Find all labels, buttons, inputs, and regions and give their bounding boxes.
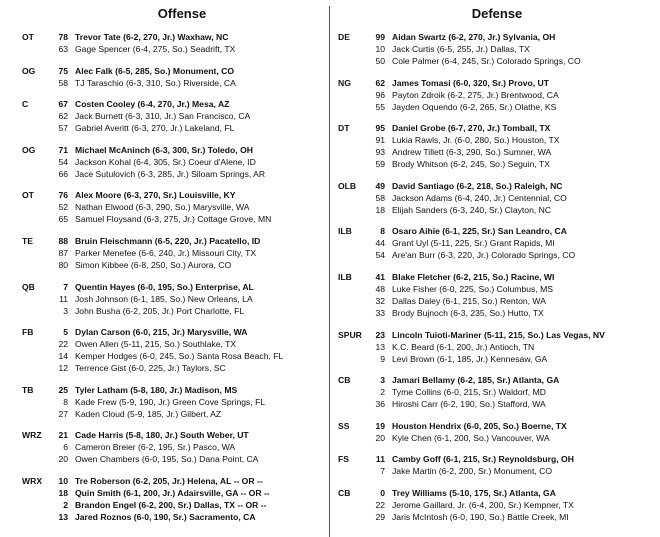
player-row [22, 235, 320, 247]
player-info: Aidan Swartz (6-2, 270, Jr.) Sylvania, OH [392, 32, 556, 42]
player-info: Osaro Aihie (6-1, 225, Sr.) San Leandro, CA [392, 226, 567, 237]
position-label [22, 396, 51, 408]
position-group [338, 31, 656, 67]
jersey-number: 19 [375, 420, 385, 431]
jersey-number: 22 [375, 499, 385, 510]
player-row [338, 122, 656, 134]
player-row [22, 122, 320, 134]
player-row [338, 353, 656, 365]
position-label [22, 168, 51, 180]
jersey-number: 5 [63, 327, 68, 338]
player-row [22, 144, 320, 156]
jersey-number: 62 [58, 111, 68, 122]
position-label [338, 465, 368, 477]
player-row [338, 158, 656, 170]
player-info: Camby Goff (6-1, 215, Sr.) Reynoldsburg, OH [392, 454, 574, 465]
player-row [338, 249, 656, 261]
player-row [338, 432, 656, 444]
player-info: Owen Chambers (6-0, 195, So.) Dana Point, CA [75, 454, 259, 465]
player-row [338, 77, 656, 89]
jersey-number: 29 [375, 511, 385, 522]
jersey-number: 78 [58, 32, 68, 42]
jersey-number: 67 [58, 99, 68, 110]
player-row [22, 98, 320, 110]
player-info: Tyler Latham (5-8, 180, Jr.) Madison, MS [75, 384, 238, 395]
position-label [338, 307, 368, 319]
position-label [22, 453, 51, 465]
player-info: Jerome Gaillard, Jr. (6-4, 200, Sr.) Kempner, TX [392, 499, 574, 510]
player-row [338, 237, 656, 249]
player-info: Jace Sutulovich (6-3, 285, Jr.) Siloam Springs, AR [75, 168, 266, 179]
player-row [338, 453, 656, 465]
position-group [22, 98, 320, 134]
position-label [22, 350, 51, 362]
position-label [22, 110, 51, 122]
position-label: OT [22, 32, 34, 42]
jersey-number: 75 [58, 65, 68, 76]
jersey-number: 52 [58, 202, 68, 213]
player-info: Luke Fisher (6-0, 225, So.) Columbus, MS [392, 283, 553, 294]
defense-column [338, 0, 656, 533]
jersey-number: 63 [58, 44, 68, 54]
jersey-number: 93 [375, 147, 385, 158]
player-info: Cameron Breier (6-2, 195, Sr.) Pasco, WA [75, 442, 236, 453]
position-label: SS [338, 420, 350, 431]
player-info: Jack Curtis (6-5, 255, Jr.) Dallas, TX [392, 44, 530, 54]
jersey-number: 10 [375, 44, 385, 54]
player-row [22, 189, 320, 201]
jersey-number: 44 [375, 238, 385, 249]
position-label [22, 247, 51, 259]
player-row [338, 55, 656, 67]
player-info: Jack Burnett (6-3, 310, Jr.) San Francisco, CA [75, 111, 251, 122]
position-label: FB [22, 327, 34, 338]
player-info: James Tomasi (6-0, 320, Sr.) Provo, UT [392, 77, 549, 88]
player-info: Cole Palmer (6-4, 245, Sr.) Colorado Springs, CO [392, 56, 581, 66]
position-label [338, 283, 368, 295]
player-row [338, 271, 656, 283]
player-info: Parker Menefee (6-6, 240, Jr.) Missouri City, TX [75, 247, 257, 258]
player-info: Alex Moore (6-3, 270, Sr.) Louisville, KY [75, 190, 236, 201]
jersey-number: 3 [380, 375, 385, 386]
position-label [22, 213, 51, 225]
player-info: TJ Taraschio (6-3, 310, So.) Riverside, CA [75, 77, 236, 88]
position-label [338, 511, 368, 523]
jersey-number: 13 [58, 511, 68, 522]
jersey-number: 11 [59, 293, 68, 304]
player-row [338, 499, 656, 511]
jersey-number: 8 [380, 226, 385, 237]
position-label [338, 204, 368, 216]
player-info: Quin Smith (6-1, 200, Jr.) Adairsville, GA -- OR -- [75, 487, 270, 498]
position-label [338, 249, 368, 261]
player-info: Brandon Engel (6-2, 200, Sr.) Dallas, TX -- OR -- [75, 499, 267, 510]
player-info: Payton Zdroik (6-2, 275, Jr.) Brentwood, CA [392, 89, 559, 100]
position-group [338, 180, 656, 216]
jersey-number: 14 [58, 351, 68, 362]
position-label [22, 259, 51, 271]
position-label [22, 338, 51, 350]
player-info: Levi Brown (6-1, 185, Jr.) Kennesaw, GA [392, 353, 548, 364]
position-group [338, 487, 656, 523]
jersey-number: 71 [58, 144, 68, 155]
position-label: CB [338, 375, 351, 386]
jersey-number: 76 [58, 190, 68, 201]
jersey-number: 33 [375, 307, 385, 318]
jersey-number: 20 [375, 432, 385, 443]
jersey-number: 96 [375, 89, 385, 100]
player-info: Kyle Chen (6-1, 200, So.) Vancouver, WA [392, 432, 550, 443]
player-row [22, 43, 320, 55]
player-info: Michael McAninch (6-3, 300, Sr.) Toledo, OH [75, 144, 253, 155]
jersey-number: 50 [375, 56, 385, 66]
player-row [338, 134, 656, 146]
player-row [338, 295, 656, 307]
jersey-number: 99 [375, 32, 385, 42]
position-label: ILB [338, 271, 352, 282]
jersey-number: 12 [58, 363, 68, 374]
position-label [338, 43, 368, 55]
position-label [22, 499, 51, 511]
player-row [22, 350, 320, 362]
jersey-number: 91 [375, 135, 385, 146]
player-row [338, 386, 656, 398]
player-info: Dylan Carson (6-0, 215, Jr.) Marysville, WA [75, 327, 248, 338]
jersey-number: 7 [380, 466, 385, 477]
jersey-number: 20 [58, 454, 68, 465]
defense-heading: Defense [471, 6, 523, 21]
player-info: Owen Allen (5-11, 215, So.) Southlake, TX [75, 339, 237, 350]
jersey-number: 13 [375, 341, 385, 352]
player-info: Trevor Tate (6-2, 270, Jr.) Waxhaw, NC [75, 32, 229, 42]
position-label [338, 101, 368, 113]
position-group [22, 281, 320, 317]
player-info: Hiroshi Carr (6-2, 190, So.) Stafford, WA [392, 399, 546, 410]
player-row [22, 396, 320, 408]
position-label: CB [338, 487, 351, 498]
jersey-number: 0 [380, 487, 385, 498]
player-info: Jaris McIntosh (6-0, 190, So.) Battle Creek, MI [392, 511, 569, 522]
player-row [22, 408, 320, 420]
player-info: K.C. Beard (6-1, 200, Jr.) Antioch, TN [392, 341, 535, 352]
player-row [22, 281, 320, 293]
player-row [22, 31, 320, 43]
jersey-number: 32 [375, 295, 385, 306]
player-row [22, 156, 320, 168]
player-info: Terrence Gist (6-0, 225, Jr.) Taylors, SC [75, 363, 226, 374]
player-row [22, 326, 320, 338]
jersey-number: 36 [375, 399, 385, 410]
jersey-number: 7 [63, 281, 68, 292]
position-label [338, 134, 368, 146]
jersey-number: 58 [375, 192, 385, 203]
jersey-number: 18 [58, 487, 68, 498]
position-label: SPUR [338, 329, 362, 340]
player-row [338, 374, 656, 386]
position-group [22, 384, 320, 420]
position-label: OG [22, 65, 36, 76]
position-group [22, 65, 320, 89]
player-info: David Santiago (6-2, 218, So.) Raleigh, NC [392, 180, 563, 191]
offense-column [22, 0, 320, 533]
player-row [22, 511, 320, 523]
player-row [22, 453, 320, 465]
player-info: Jayden Oquendo (6-2, 265, Sr.) Olathe, KS [392, 101, 557, 112]
player-row [22, 499, 320, 511]
player-row [338, 192, 656, 204]
player-info: Kade Frew (5-9, 190, Jr.) Green Cove Springs, FL [75, 396, 266, 407]
player-info: Quentin Hayes (6-0, 195, So.) Enterprise, AL [75, 281, 254, 292]
position-label: FS [338, 454, 349, 465]
player-row [22, 201, 320, 213]
player-info: Jared Roznos (6-0, 190, Sr.) Sacramento, CA [75, 511, 256, 522]
player-row [338, 89, 656, 101]
jersey-number: 2 [380, 387, 385, 398]
position-label: OG [22, 144, 36, 155]
jersey-number: 25 [58, 384, 68, 395]
position-label [22, 305, 51, 317]
position-label: C [22, 99, 29, 110]
position-label: WRZ [22, 430, 42, 441]
player-info: Gage Spencer (6-4, 275, So.) Seadrift, TX [75, 44, 236, 54]
player-info: Dallas Daley (6-1, 215, So.) Renton, WA [392, 295, 546, 306]
player-row [338, 420, 656, 432]
player-row [338, 398, 656, 410]
position-label: WRX [22, 475, 43, 486]
player-row [338, 180, 656, 192]
player-row [22, 259, 320, 271]
position-label [22, 487, 51, 499]
player-info: Jackson Adams (6-4, 240, Jr.) Centennial, CO [392, 192, 567, 203]
player-row [22, 487, 320, 499]
player-row [338, 31, 656, 43]
position-label [338, 158, 368, 170]
position-group [22, 31, 320, 55]
player-info: Kaden Cloud (5-9, 185, Jr.) Gilbert, AZ [75, 408, 222, 419]
jersey-number: 88 [58, 235, 68, 246]
player-row [338, 511, 656, 523]
jersey-number: 49 [375, 180, 385, 191]
jersey-number: 87 [58, 247, 68, 258]
position-label [338, 89, 368, 101]
position-group [338, 374, 656, 410]
position-label [338, 192, 368, 204]
jersey-number: 3 [63, 305, 68, 316]
position-group [338, 271, 656, 319]
player-row [338, 329, 656, 341]
jersey-number: 22 [58, 339, 68, 350]
player-row [22, 293, 320, 305]
player-info: Daniel Grobe (6-7, 270, Jr.) Tomball, TX [392, 123, 551, 134]
jersey-number: 59 [375, 159, 385, 170]
jersey-number: 8 [63, 396, 68, 407]
jersey-number: 2 [63, 499, 68, 510]
position-label: TB [22, 384, 34, 395]
position-label [338, 432, 368, 444]
position-label: NG [338, 77, 351, 88]
player-row [22, 213, 320, 225]
player-row [22, 168, 320, 180]
jersey-number: 48 [375, 283, 385, 294]
player-row [22, 247, 320, 259]
player-row [338, 225, 656, 237]
player-info: Brody Whitson (6-2, 245, So.) Seguin, TX [392, 159, 550, 170]
player-row [338, 307, 656, 319]
jersey-number: 66 [58, 168, 68, 179]
jersey-number: 27 [58, 408, 68, 419]
position-label [22, 511, 51, 523]
jersey-number: 55 [375, 101, 385, 112]
position-group [338, 77, 656, 113]
player-info: Bruin Fleischmann (6-5, 220, Jr.) Pacatello, ID [75, 235, 261, 246]
position-label [338, 341, 368, 353]
position-group [338, 453, 656, 477]
player-info: Jamari Bellamy (6-2, 185, Sr.) Atlanta, GA [392, 375, 560, 386]
player-info: Jackson Kohal (6-4, 305, Sr.) Coeur d'Alene, ID [75, 156, 256, 167]
position-label [338, 146, 368, 158]
jersey-number: 62 [375, 77, 385, 88]
jersey-number: 58 [58, 77, 68, 88]
position-label [22, 201, 51, 213]
player-info: Tre Roberson (6-2, 205, Jr.) Helena, AL -- OR -- [75, 475, 263, 486]
player-info: Jake Martin (6-2, 200, Sr.) Monument, CO [392, 466, 552, 477]
player-info: Blake Fletcher (6-2, 215, So.) Racine, WI [392, 271, 555, 282]
position-label: DE [338, 32, 350, 42]
position-group [338, 225, 656, 261]
jersey-number: 57 [58, 123, 68, 134]
player-info: Gabriel Averitt (6-3, 270, Jr.) Lakeland, FL [75, 123, 235, 134]
player-info: Samuel Floysand (6-3, 275, Jr.) Cottage Grove, MN [75, 214, 272, 225]
position-group [22, 144, 320, 180]
player-info: Lincoln Tuioti-Mariner (5-11, 215, So.) Las Vegas, NV [392, 329, 605, 340]
jersey-number: 6 [63, 442, 68, 453]
player-row [22, 65, 320, 77]
position-label [338, 386, 368, 398]
player-row [22, 362, 320, 374]
player-row [338, 204, 656, 216]
player-info: Tyme Collins (6-0, 215, Sr.) Waldorf, MD [392, 387, 546, 398]
position-group [22, 189, 320, 225]
player-row [22, 441, 320, 453]
player-info: Costen Cooley (6-4, 270, Jr.) Mesa, AZ [75, 99, 230, 110]
defense-depth-chart [338, 31, 656, 523]
player-info: Brody Bujnoch (6-3, 235, So.) Hutto, TX [392, 307, 544, 318]
position-group [338, 329, 656, 365]
jersey-number: 23 [375, 329, 385, 340]
position-label: ILB [338, 226, 352, 237]
player-info: Alec Falk (6-5, 285, So.) Monument, CO [75, 65, 235, 76]
position-label: TE [22, 235, 33, 246]
player-info: Andrew Tillett (6-3, 290, So.) Sumner, WA [392, 147, 552, 158]
position-label [338, 295, 368, 307]
position-label [22, 408, 51, 420]
position-label [22, 156, 51, 168]
position-label [338, 398, 368, 410]
position-label: QB [22, 281, 35, 292]
position-label [338, 55, 368, 67]
player-row [338, 283, 656, 295]
player-row [338, 43, 656, 55]
position-label: DT [338, 123, 350, 134]
jersey-number: 21 [58, 430, 68, 441]
position-group [338, 420, 656, 444]
player-row [22, 429, 320, 441]
player-row [338, 465, 656, 477]
jersey-number: 41 [375, 271, 385, 282]
player-info: Grant Uyl (5-11, 225, Sr.) Grant Rapids, MI [392, 238, 555, 249]
player-row [22, 305, 320, 317]
player-info: John Busha (6-2, 205, Jr.) Port Charlotte, FL [75, 305, 245, 316]
jersey-number: 80 [58, 259, 68, 270]
jersey-number: 9 [380, 353, 385, 364]
position-group [22, 235, 320, 271]
position-group [22, 326, 320, 374]
player-info: Houston Hendrix (6-0, 205, So.) Boerne, TX [392, 420, 567, 431]
offense-heading: Offense [157, 6, 207, 21]
player-info: Trey Williams (5-10, 175, Sr.) Atlanta, GA [392, 487, 556, 498]
player-info: Simon Kibbee (6-8, 250, So.) Aurora, CO [75, 259, 232, 270]
player-info: Nathan Elwood (6-3, 290, So.) Marysville, WA [75, 202, 250, 213]
player-row [338, 146, 656, 158]
position-label: OLB [338, 180, 357, 191]
position-label [22, 122, 51, 134]
position-group [22, 429, 320, 465]
position-label [338, 353, 368, 365]
position-group [22, 475, 320, 523]
player-info: Lukia Rawls, Jr. (6-0, 280, So.) Houston, TX [392, 135, 560, 146]
player-row [338, 487, 656, 499]
position-label [22, 43, 51, 55]
player-info: Are'an Burr (6-3, 220, Jr.) Colorado Springs, CO [392, 250, 576, 261]
player-row [22, 475, 320, 487]
position-label [22, 293, 51, 305]
offense-depth-chart [22, 31, 320, 523]
player-info: Cade Harris (5-8, 180, Jr.) South Weber, UT [75, 430, 249, 441]
position-label [338, 499, 368, 511]
player-row [22, 338, 320, 350]
player-row [22, 77, 320, 89]
position-label [22, 362, 51, 374]
position-label: OT [22, 190, 34, 201]
player-row [338, 341, 656, 353]
jersey-number: 65 [58, 214, 68, 225]
jersey-number: 18 [375, 204, 385, 215]
jersey-number: 95 [375, 123, 385, 134]
position-label [22, 441, 51, 453]
player-row [338, 101, 656, 113]
jersey-number: 11 [375, 454, 385, 465]
jersey-number: 10 [58, 475, 68, 486]
position-group [338, 122, 656, 170]
player-info: Kemper Hodges (6-0, 245, So.) Santa Rosa Beach, FL [75, 351, 284, 362]
position-label [338, 237, 368, 249]
player-info: Josh Johnson (6-1, 185, So.) New Orleans, LA [75, 293, 253, 304]
player-row [22, 110, 320, 122]
jersey-number: 54 [375, 250, 385, 261]
position-label [22, 77, 51, 89]
column-divider [329, 6, 330, 537]
player-info: Elijah Sanders (6-3, 240, Sr.) Clayton, NC [392, 204, 552, 215]
jersey-number: 54 [58, 156, 68, 167]
player-row [22, 384, 320, 396]
